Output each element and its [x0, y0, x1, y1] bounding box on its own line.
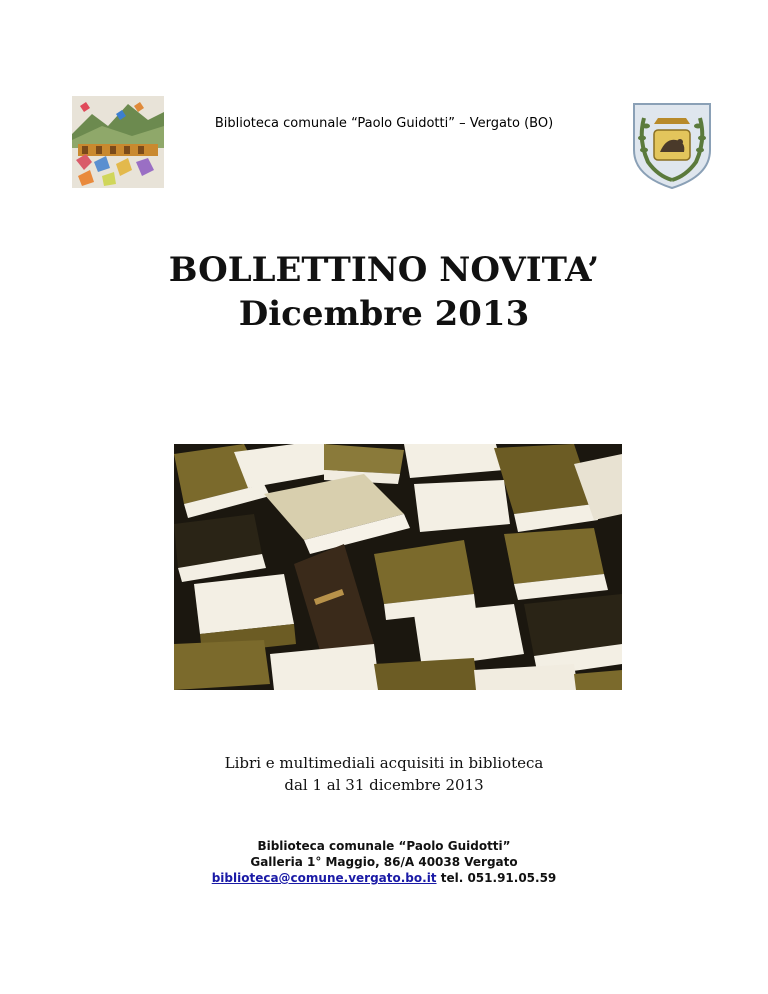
- municipal-coat-of-arms: [628, 100, 716, 190]
- page-title: [0, 248, 768, 336]
- title-line-date: Dicembre 2013: [238, 294, 530, 334]
- subtitle-line-1: Libri e multimediali acquisiti in biblioteca: [224, 754, 544, 772]
- footer-address: Galleria 1° Maggio, 86/A 40038 Vergato: [250, 855, 518, 869]
- library-contact-footer: [0, 838, 768, 886]
- email-link[interactable]: biblioteca@comune.vergato.bo.it: [211, 871, 437, 885]
- footer-contact-line: [0, 870, 768, 886]
- library-header-line: Biblioteca comunale “Paolo Guidotti” – Vergato (BO): [214, 116, 554, 131]
- footer-library-name: Biblioteca comunale “Paolo Guidotti”: [257, 839, 511, 853]
- acquisitions-description: [0, 752, 768, 796]
- subtitle-line-2: dal 1 al 31 dicembre 2013: [284, 776, 484, 794]
- footer-phone: tel. 051.91.05.59: [440, 871, 557, 885]
- title-line-main: BOLLETTINO NOVITA’: [168, 250, 600, 290]
- library-painting-logo: [72, 96, 164, 188]
- pile-of-books-photo: [174, 444, 622, 690]
